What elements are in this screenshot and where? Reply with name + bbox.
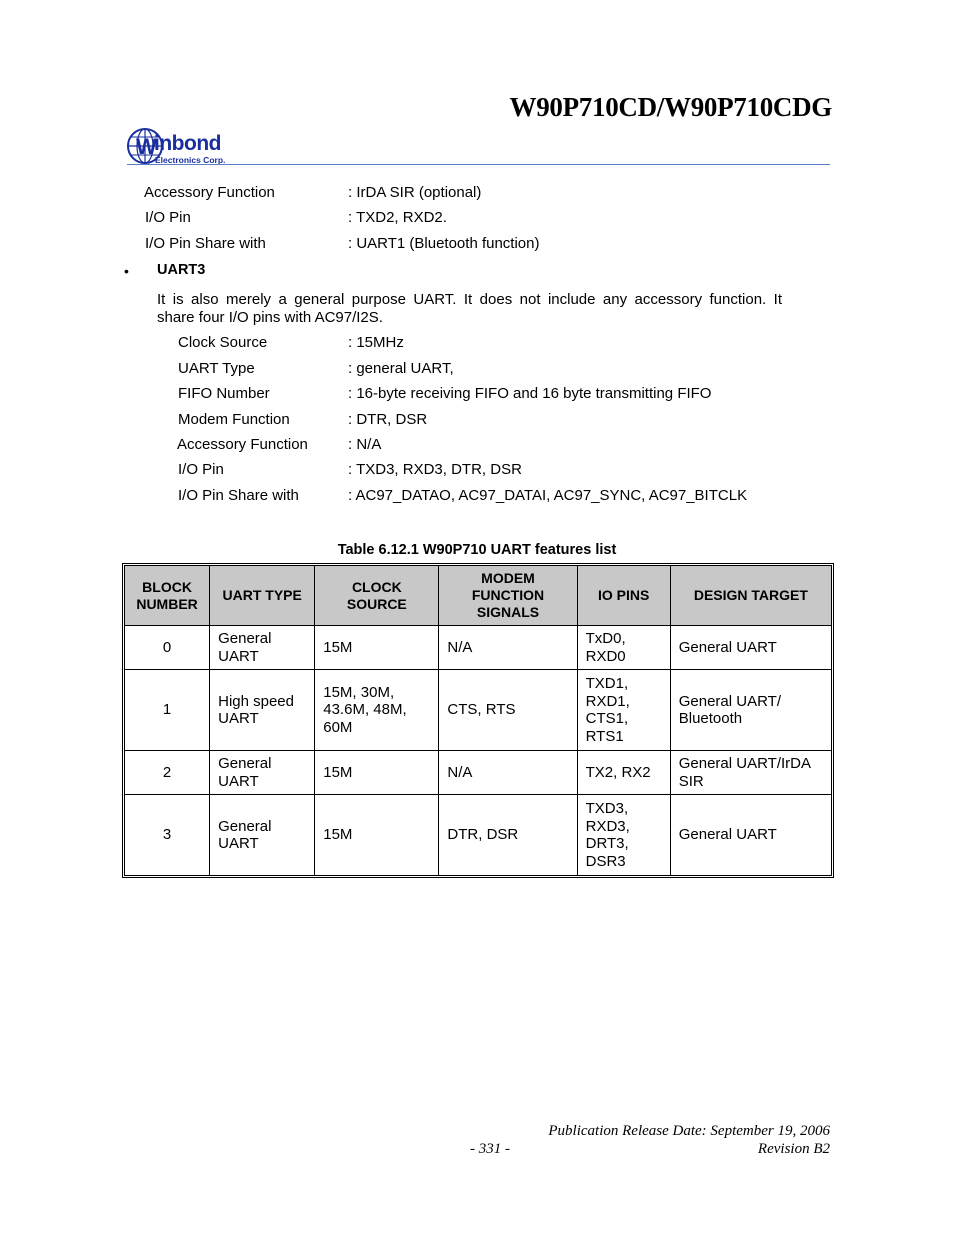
cell-pins: TxD0, RXD0: [577, 626, 670, 670]
uart3-value-type: : general UART,: [348, 360, 454, 377]
uart2-value-share: : UART1 (Bluetooth function): [348, 235, 540, 252]
cell-modem: N/A: [439, 751, 577, 795]
uart3-value-clock: : 15MHz: [348, 334, 404, 351]
uart2-value-io-pin: : TXD2, RXD2.: [348, 209, 447, 226]
header-clock-source: CLOCK SOURCE: [315, 566, 439, 626]
footer-page-number: - 331 -: [470, 1141, 510, 1157]
table-row: [125, 626, 832, 670]
cell-target: General UART/ Bluetooth: [670, 670, 831, 751]
uart3-key-type: UART Type: [178, 360, 255, 377]
cell-modem: CTS, RTS: [439, 670, 577, 751]
header-rule: [127, 164, 830, 165]
cell-block: 2: [125, 751, 210, 795]
header-uart-type: UART TYPE: [210, 566, 315, 626]
uart2-key-io-pin: I/O Pin: [145, 209, 191, 226]
cell-target: General UART: [670, 795, 831, 876]
uart3-key-io-pin: I/O Pin: [178, 461, 224, 478]
uart3-key-share: I/O Pin Share with: [178, 487, 299, 504]
logo-subtitle: Electronics Corp.: [155, 155, 226, 165]
cell-clock: 15M: [315, 795, 439, 876]
uart3-description: [157, 291, 782, 327]
cell-pins: TXD3, RXD3, DRT3, DSR3: [577, 795, 670, 876]
table-header-row: [125, 566, 832, 626]
cell-type: General UART: [210, 751, 315, 795]
uart-features-table-frame: [122, 563, 834, 878]
cell-modem: N/A: [439, 626, 577, 670]
cell-block: 1: [125, 670, 210, 751]
uart3-description-line2: share four I/O pins with AC97/I2S.: [157, 309, 383, 326]
header-modem-signals: MODEM FUNCTION SIGNALS: [439, 566, 577, 626]
cell-pins: TX2, RX2: [577, 751, 670, 795]
table-row: [125, 795, 832, 876]
table-caption: Table 6.12.1 W90P710 UART features list: [337, 542, 617, 558]
section-bullet: •: [124, 263, 129, 279]
cell-block: 3: [125, 795, 210, 876]
cell-pins: TXD1, RXD1, CTS1, RTS1: [577, 670, 670, 751]
uart3-value-io-pin: : TXD3, RXD3, DTR, DSR: [348, 461, 522, 478]
cell-type: High speed UART: [210, 670, 315, 751]
table-row: [125, 751, 832, 795]
table-row: [125, 670, 832, 751]
cell-target: General UART/IrDA SIR: [670, 751, 831, 795]
cell-clock: 15M: [315, 626, 439, 670]
uart3-value-share: : AC97_DATAO, AC97_DATAI, AC97_SYNC, AC97_BITCLK: [348, 487, 748, 504]
logo-wordmark: inbond: [154, 132, 221, 155]
cell-modem: DTR, DSR: [439, 795, 577, 876]
footer-revision: Revision B2: [757, 1141, 830, 1157]
cell-type: General UART: [210, 795, 315, 876]
header-io-pins: IO PINS: [577, 566, 670, 626]
uart3-value-modem: : DTR, DSR: [348, 411, 428, 428]
cell-type: General UART: [210, 626, 315, 670]
header-block-number: BLOCK NUMBER: [125, 566, 210, 626]
cell-clock: 15M, 30M, 43.6M, 48M, 60M: [315, 670, 439, 751]
uart2-value-accessory: : IrDA SIR (optional): [348, 184, 482, 201]
logo-letter: W: [136, 134, 157, 159]
winbond-logo: [127, 126, 257, 166]
cell-block: 0: [125, 626, 210, 670]
uart3-value-fifo: : 16-byte receiving FIFO and 16 byte transmitting FIFO: [348, 385, 712, 402]
uart-features-table: [124, 565, 832, 876]
document-title: W90P710CD/W90P710CDG: [509, 92, 832, 122]
header-design-target: DESIGN TARGET: [670, 566, 831, 626]
footer-release-date: Publication Release Date: September 19, 2006: [548, 1123, 830, 1139]
uart2-key-accessory: Accessory Function: [144, 184, 275, 201]
uart3-key-clock: Clock Source: [178, 334, 268, 351]
section-title-uart3: UART3: [157, 262, 206, 278]
uart3-key-accessory: Accessory Function: [177, 436, 308, 453]
uart3-key-fifo: FIFO Number: [178, 385, 270, 402]
uart3-description-line1: It is also merely a general purpose UART. It does not include any accessory function. It: [157, 291, 782, 308]
uart3-value-accessory: : N/A: [348, 436, 382, 453]
cell-clock: 15M: [315, 751, 439, 795]
uart3-key-modem: Modem Function: [178, 411, 290, 428]
cell-target: General UART: [670, 626, 831, 670]
uart2-key-share: I/O Pin Share with: [145, 235, 266, 252]
